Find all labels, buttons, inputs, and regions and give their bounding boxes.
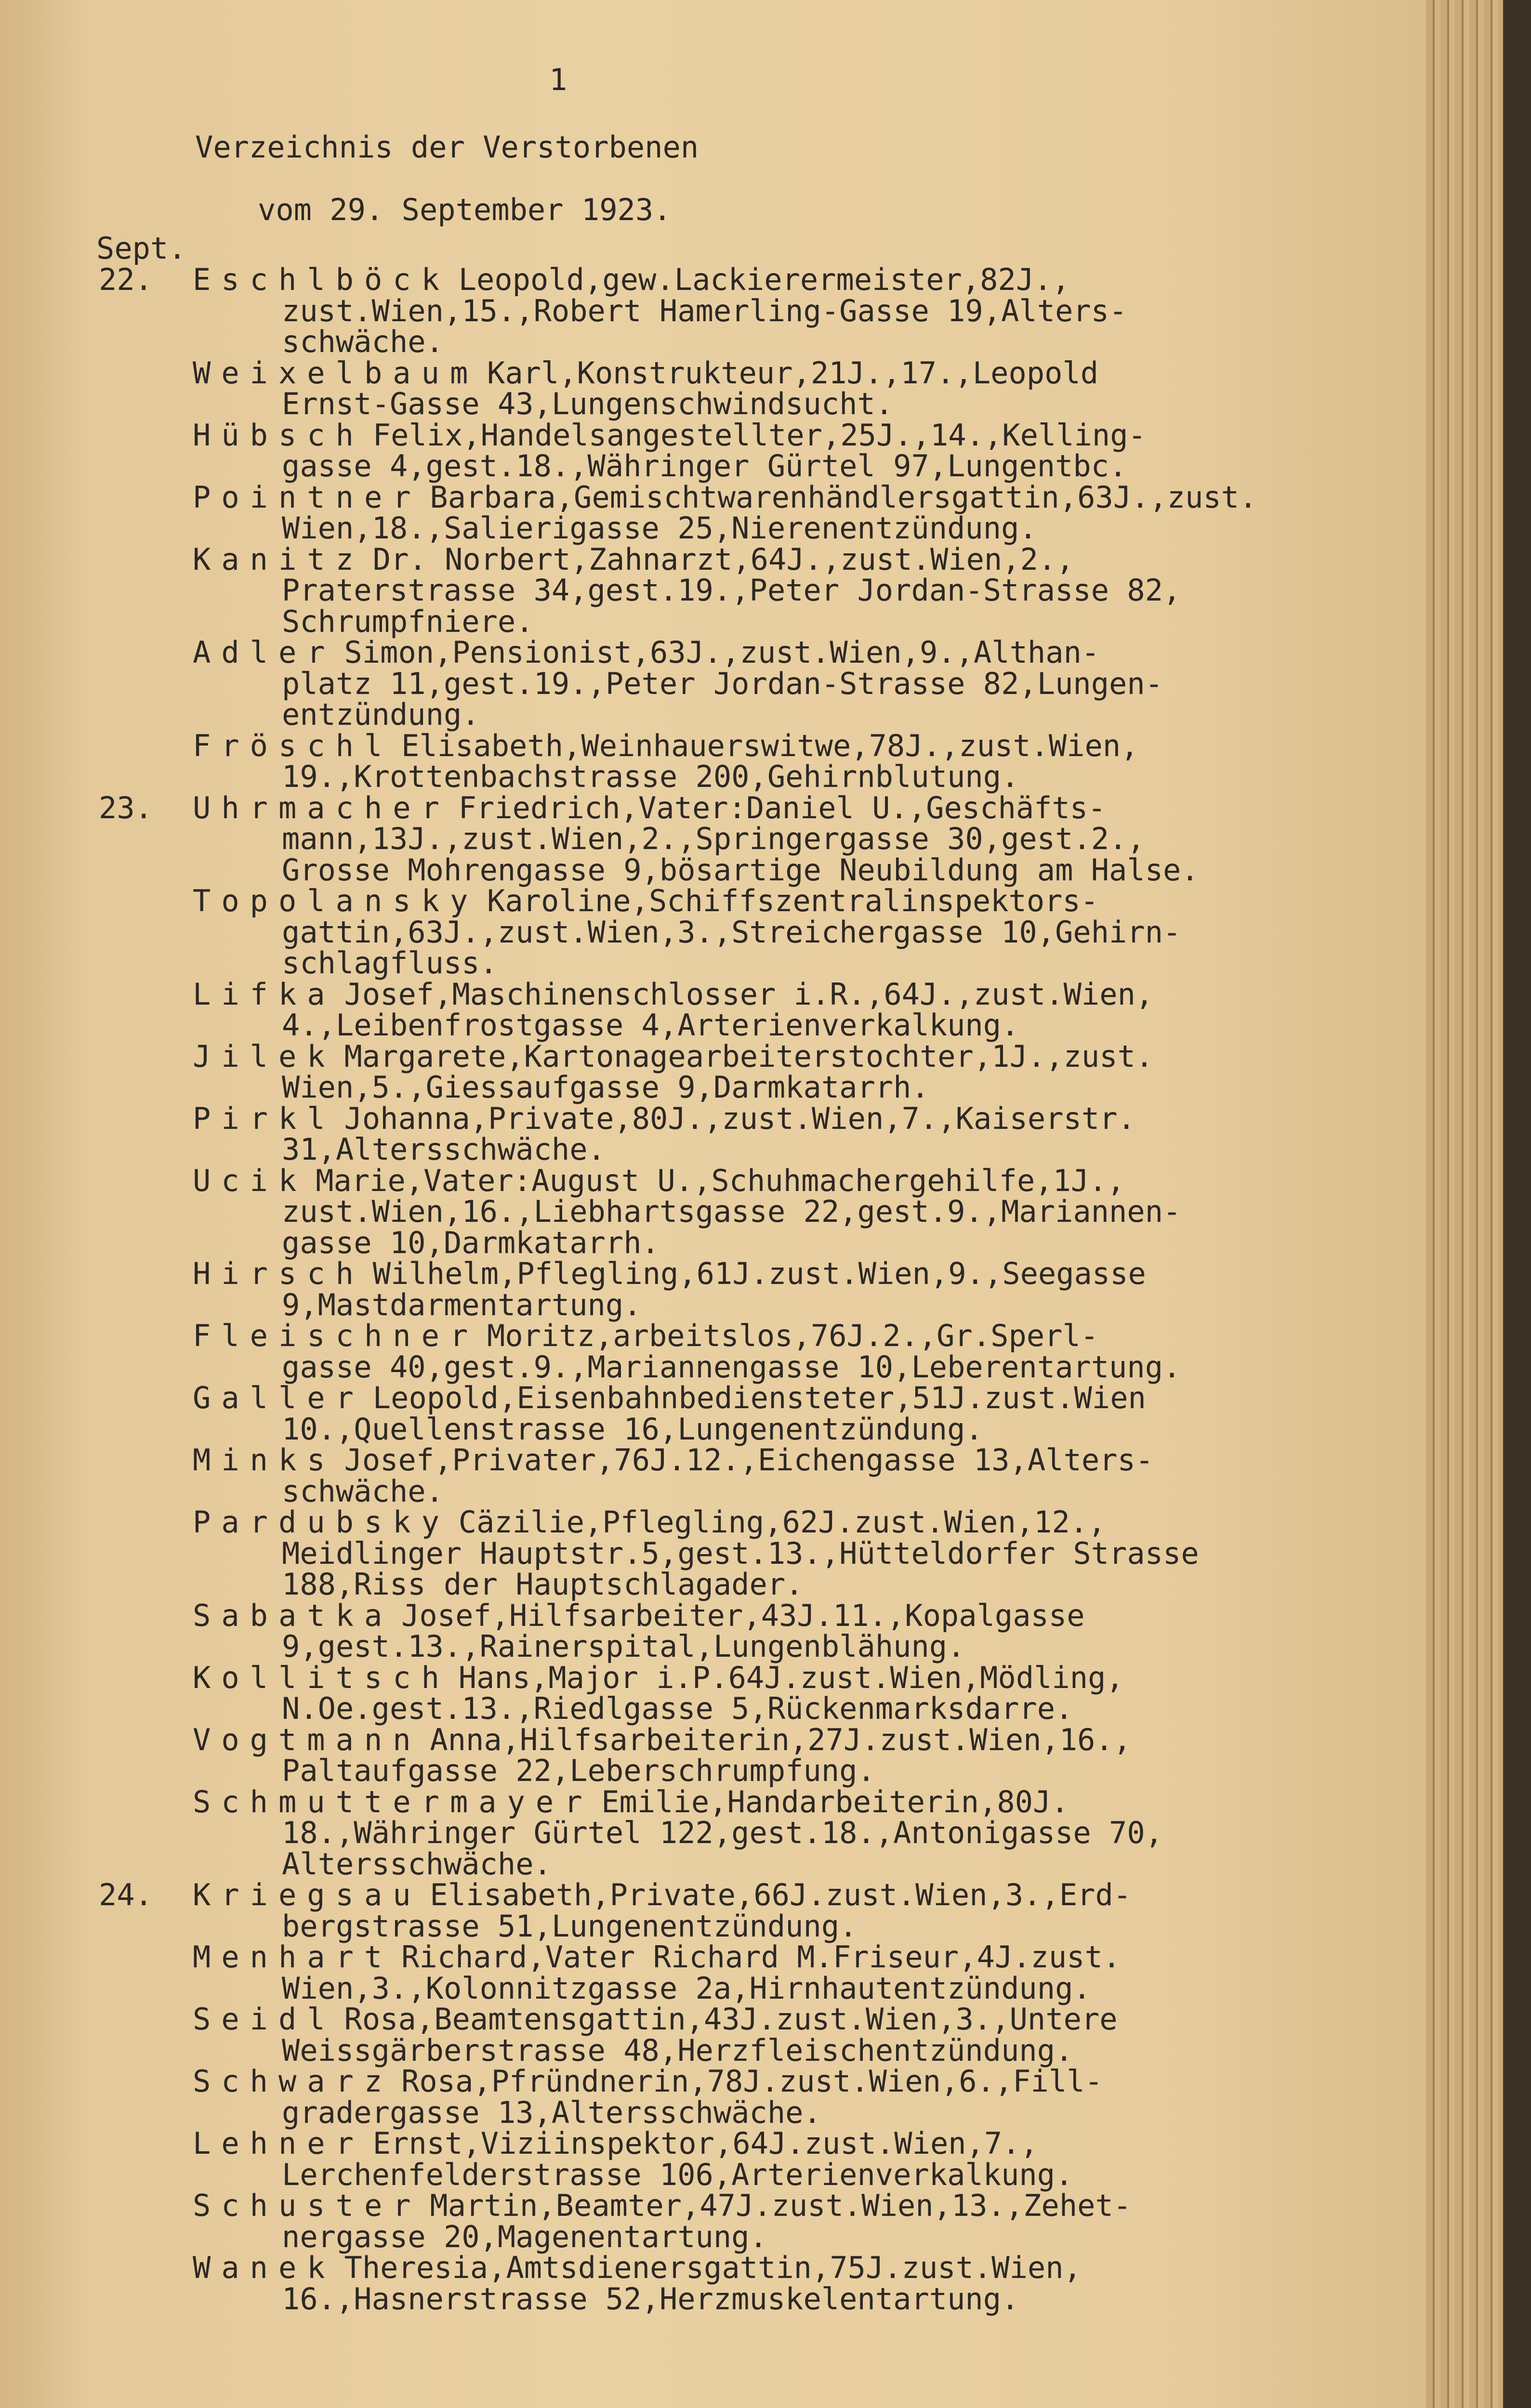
entry-surname: Galler xyxy=(193,1380,364,1415)
entry-surname: Pirkl xyxy=(193,1100,336,1136)
entry-surname: Menhart xyxy=(193,1939,393,1975)
entry-continuation: gasse 10,Darmkatarrh. xyxy=(282,1225,660,1260)
entry-details: Johanna,Private,80J.,zust.Wien,7.,Kaiserstr. xyxy=(344,1100,1135,1136)
entry-surname: Pointner xyxy=(193,479,422,515)
entry-surname: Jilek xyxy=(193,1038,336,1074)
entry-continuation: 16.,Hasnerstrasse 52,Herzmuskelentartung. xyxy=(282,2281,1019,2316)
entry-details: Ernst,Viziinspektor,64J.zust.Wien,7., xyxy=(372,2126,1038,2161)
entry-details: Rosa,Pfründnerin,78J.zust.Wien,6.,Fill- xyxy=(401,2064,1103,2099)
entry-surname: Uhrmacher xyxy=(193,790,450,825)
entry-details: Dr. Norbert,Zahnarzt,64J.,zust.Wien,2., xyxy=(372,541,1074,577)
entry-surname: Kollitsch xyxy=(193,1660,450,1695)
entry-surname: Kanitz xyxy=(193,541,364,577)
entry-details: Josef,Maschinenschlosser i.R.,64J.,zust.Wien, xyxy=(344,976,1154,1012)
entry-continuation: Schrumpfniere. xyxy=(282,603,534,639)
entry-details: Josef,Privater,76J.12.,Eichengasse 13,Alters- xyxy=(344,1442,1154,1478)
entry-details: Margarete,Kartonagearbeiterstochter,1J.,zust. xyxy=(344,1038,1154,1074)
entry-surname: Sabatka xyxy=(193,1597,393,1633)
entry-continuation: Praterstrasse 34,gest.19.,Peter Jordan-Strasse 82, xyxy=(282,573,1181,608)
entry-surname: Seidl xyxy=(193,2002,336,2037)
entry-details: Marie,Vater:August U.,Schuhmachergehilfe,1J., xyxy=(316,1163,1125,1198)
entry-surname: Kriegsau xyxy=(193,1877,422,1912)
entry-surname: Topolansky xyxy=(193,883,479,918)
entry-surname: Pardubsky xyxy=(193,1505,450,1540)
entry-surname: Schmuttermayer xyxy=(193,1784,593,1819)
entry-continuation: Wien,5.,Giessaufgasse 9,Darmkatarrh. xyxy=(282,1070,929,1105)
entry-surname: Wanek xyxy=(193,2250,336,2285)
entry-continuation: Grosse Mohrengasse 9,bösartige Neubildung am Halse. xyxy=(282,852,1199,888)
entry-details: Karoline,Schiffszentralinspektors- xyxy=(487,883,1099,918)
entry-continuation: 9,gest.13.,Rainerspital,Lungenblähung. xyxy=(282,1629,965,1664)
entry-details: Barbara,Gemischtwarenhändlersgattin,63J.,zust. xyxy=(430,479,1257,515)
entry-details: Martin,Beamter,47J.zust.Wien,13.,Zehet- xyxy=(430,2188,1132,2223)
entry-details: Emilie,Handarbeiterin,80J. xyxy=(601,1784,1069,1819)
entry-date: 24. xyxy=(99,1877,153,1912)
entry-details: Wilhelm,Pflegling,61J.zust.Wien,9.,Seegasse xyxy=(372,1256,1146,1291)
entry-surname: Hirsch xyxy=(193,1256,364,1291)
entry-details: Felix,Handelsangestellter,25J.,14.,Kelling- xyxy=(372,417,1146,453)
page-number: 1 xyxy=(549,62,568,97)
entry-continuation: 19.,Krottenbachstrasse 200,Gehirnblutung. xyxy=(282,759,1019,794)
document-subtitle: vom 29. September 1923. xyxy=(258,192,672,227)
entry-continuation: zust.Wien,15.,Robert Hamerling-Gasse 19,Alters- xyxy=(282,293,1127,328)
entry-surname: Schuster xyxy=(193,2188,422,2223)
entry-details: Rosa,Beamtensgattin,43J.zust.Wien,3.,Untere xyxy=(344,2002,1118,2037)
entry-details: Elisabeth,Weinhauerswitwe,78J.,zust.Wien, xyxy=(401,728,1139,763)
entry-continuation: schwäche. xyxy=(282,1473,444,1509)
entry-continuation: Meidlinger Hauptstr.5,gest.13.,Hütteldorfer Strasse xyxy=(282,1535,1199,1571)
entry-surname: Eschlböck xyxy=(193,262,450,297)
entry-continuation: gasse 40,gest.9.,Mariannengasse 10,Leberentartung. xyxy=(282,1349,1181,1385)
entry-continuation: platz 11,gest.19.,Peter Jordan-Strasse 82,Lungen- xyxy=(282,666,1163,701)
entry-continuation: Wien,3.,Kolonnitzgasse 2a,Hirnhautentzündung. xyxy=(282,1970,1091,2006)
entry-details: Anna,Hilfsarbeiterin,27J.zust.Wien,16., xyxy=(430,1722,1132,1757)
entry-details: Leopold,gew.Lackierermeister,82J., xyxy=(458,262,1070,297)
entry-continuation: zust.Wien,16.,Liebhartsgasse 22,gest.9.,Mariannen- xyxy=(282,1194,1181,1229)
entry-surname: Lehner xyxy=(193,2126,364,2161)
entry-continuation: N.Oe.gest.13.,Riedlgasse 5,Rückenmarksdarre. xyxy=(282,1691,1073,1726)
entry-details: Moritz,arbeitslos,76J.2.,Gr.Sperl- xyxy=(487,1318,1099,1353)
entry-details: Simon,Pensionist,63J.,zust.Wien,9.,Althan- xyxy=(344,635,1100,670)
entry-date: 23. xyxy=(99,790,153,825)
entry-continuation: Paltaufgasse 22,Leberschrumpfung. xyxy=(282,1753,875,1788)
entry-surname: Lifka xyxy=(193,976,336,1012)
entry-surname: Fröschl xyxy=(193,728,393,763)
entry-details: Elisabeth,Private,66J.zust.Wien,3.,Erd- xyxy=(430,1877,1132,1912)
entry-details: Cäzilie,Pflegling,62J.zust.Wien,12., xyxy=(458,1505,1106,1540)
entry-continuation: mann,13J.,zust.Wien,2.,Springergasse 30,gest.2., xyxy=(282,821,1145,856)
month-label: Sept. xyxy=(96,231,186,266)
entry-continuation: entzündung. xyxy=(282,697,480,732)
entry-continuation: 31,Altersschwäche. xyxy=(282,1132,606,1167)
entry-date: 22. xyxy=(99,262,153,297)
entry-details: Josef,Hilfsarbeiter,43J.11.,Kopalgasse xyxy=(401,1597,1085,1633)
entry-continuation: gattin,63J.,zust.Wien,3.,Streichergasse 10,Gehirn- xyxy=(282,914,1181,950)
entry-surname: Vogtmann xyxy=(193,1722,422,1757)
entry-continuation: 18.,Währinger Gürtel 122,gest.18.,Antonigasse 70, xyxy=(282,1815,1163,1850)
entry-surname: Schwarz xyxy=(193,2064,393,2099)
entry-surname: Fleischner xyxy=(193,1318,479,1353)
entry-continuation: Altersschwäche. xyxy=(282,1846,552,1882)
entry-continuation: Lerchenfelderstrasse 106,Arterienverkalkung. xyxy=(282,2157,1073,2192)
entry-continuation: Weissgärberstrasse 48,Herzfleischentzündung. xyxy=(282,2032,1073,2068)
entry-continuation: Ernst-Gasse 43,Lungenschwindsucht. xyxy=(282,386,894,421)
entry-surname: Minks xyxy=(193,1442,336,1478)
entry-surname: Ucik xyxy=(193,1163,307,1198)
entry-surname: Weixelbaum xyxy=(193,355,479,391)
entry-continuation: Wien,18.,Salierigasse 25,Nierenentzündung. xyxy=(282,510,1037,546)
entry-continuation: schlagfluss. xyxy=(282,945,498,981)
entry-continuation: schwäche. xyxy=(282,324,444,359)
entry-continuation: bergstrasse 51,Lungenentzündung. xyxy=(282,1908,858,1944)
entry-details: Friedrich,Vater:Daniel U.,Geschäfts- xyxy=(458,790,1106,825)
entry-continuation: nergasse 20,Magenentartung. xyxy=(282,2219,767,2254)
document-title: Verzeichnis der Verstorbenen xyxy=(195,130,699,165)
entry-details: Richard,Vater Richard M.Friseur,4J.zust. xyxy=(401,1939,1121,1975)
entry-continuation: gradergasse 13,Altersschwäche. xyxy=(282,2094,821,2130)
entry-details: Leopold,Eisenbahnbediensteter,51J.zust.Wien xyxy=(372,1380,1146,1415)
entry-continuation: 10.,Quellenstrasse 16,Lungenentzündung. xyxy=(282,1411,983,1447)
entry-surname: Hübsch xyxy=(193,417,364,453)
book-spine xyxy=(1503,0,1531,2408)
entry-details: Theresia,Amtsdienersgattin,75J.zust.Wien, xyxy=(344,2250,1082,2285)
entry-continuation: 188,Riss der Hauptschlagader. xyxy=(282,1567,804,1602)
entry-surname: Adler xyxy=(193,635,336,670)
entry-details: Hans,Major i.P.64J.zust.Wien,Mödling, xyxy=(458,1660,1124,1695)
entry-continuation: 9,Mastdarmentartung. xyxy=(282,1287,642,1322)
entry-details: Karl,Konstrukteur,21J.,17.,Leopold xyxy=(487,355,1099,391)
entry-continuation: 4.,Leibenfrostgasse 4,Arterienverkalkung. xyxy=(282,1008,1019,1043)
entry-continuation: gasse 4,gest.18.,Währinger Gürtel 97,Lungentbc. xyxy=(282,448,1127,484)
